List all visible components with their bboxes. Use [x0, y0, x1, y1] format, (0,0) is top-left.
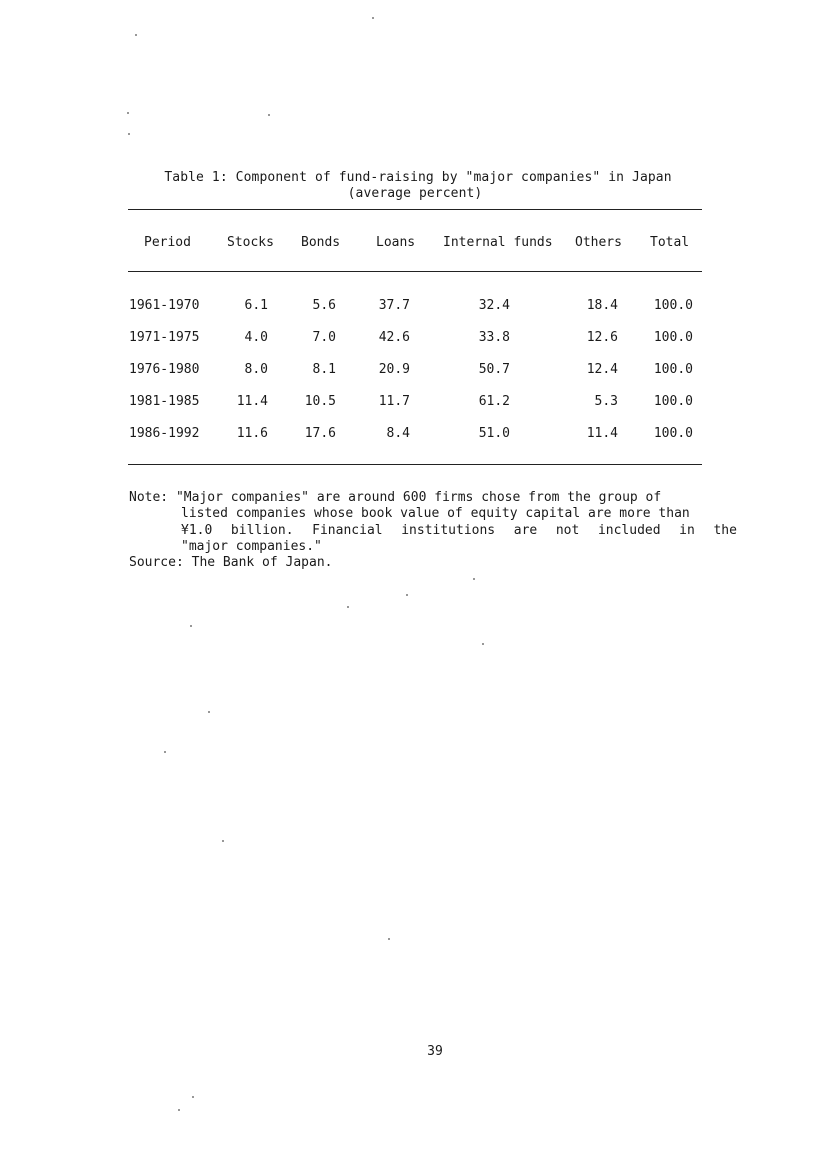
note-line-1: Note: "Major companies" are around 600 firms chose from the group of [129, 490, 662, 505]
cell-loans: 20.9 [378, 362, 410, 377]
scan-speck [222, 840, 224, 842]
note-word: ¥1.0 [181, 522, 213, 538]
note-word: Financial [312, 522, 383, 538]
cell-others: 18.4 [586, 298, 618, 313]
header-others: Others [575, 235, 622, 250]
cell-total: 100.0 [653, 298, 693, 313]
cell-others: 5.3 [594, 394, 618, 409]
cell-stocks: 11.6 [236, 426, 268, 441]
note-word: billion. [230, 522, 294, 538]
scan-speck [164, 751, 166, 753]
cell-total: 100.0 [653, 394, 693, 409]
scan-speck [135, 34, 137, 36]
header-total: Total [650, 235, 690, 250]
scan-speck [190, 625, 192, 627]
scan-speck [178, 1109, 180, 1111]
page-number: 39 [427, 1044, 443, 1059]
table-row [0, 426, 827, 442]
note-line-3 [129, 523, 737, 539]
table-header-rule [128, 271, 702, 272]
scan-speck [372, 17, 374, 19]
scan-speck [192, 1096, 194, 1098]
scan-speck [482, 643, 484, 645]
header-period: Period [144, 235, 191, 250]
scan-speck [208, 711, 210, 713]
cell-bonds: 7.0 [312, 330, 336, 345]
source-line: Source: The Bank of Japan. [129, 555, 333, 571]
table-row [0, 298, 827, 314]
scan-speck [347, 606, 349, 608]
cell-period: 1986-1992 [129, 426, 200, 441]
table-row [0, 330, 827, 346]
cell-stocks: 6.1 [244, 298, 268, 313]
header-loans: Loans [376, 235, 416, 250]
cell-loans: 8.4 [386, 426, 410, 441]
scan-speck [127, 112, 129, 114]
cell-loans: 42.6 [378, 330, 410, 345]
table-title-block [128, 170, 702, 202]
table-row [0, 394, 827, 410]
cell-others: 12.4 [586, 362, 618, 377]
cell-internal-funds: 32.4 [478, 298, 510, 313]
cell-stocks: 8.0 [244, 362, 268, 377]
cell-bonds: 17.6 [304, 426, 336, 441]
scan-speck [406, 594, 408, 596]
note-word: institutions [401, 522, 496, 538]
cell-total: 100.0 [653, 362, 693, 377]
cell-stocks: 4.0 [244, 330, 268, 345]
cell-bonds: 8.1 [312, 362, 336, 377]
note-line-2: listed companies whose book value of equity capital are more than [181, 506, 690, 522]
note-word: are [513, 522, 538, 538]
scan-speck [268, 114, 270, 116]
cell-stocks: 11.4 [236, 394, 268, 409]
table-row [0, 362, 827, 378]
cell-loans: 11.7 [378, 394, 410, 409]
header-stocks: Stocks [227, 235, 274, 250]
cell-loans: 37.7 [378, 298, 410, 313]
cell-internal-funds: 33.8 [478, 330, 510, 345]
cell-period: 1981-1985 [129, 394, 200, 409]
cell-period: 1961-1970 [129, 298, 200, 313]
cell-period: 1976-1980 [129, 362, 200, 377]
cell-period: 1971-1975 [129, 330, 200, 345]
cell-total: 100.0 [653, 426, 693, 441]
scan-speck [128, 133, 130, 135]
scan-speck [473, 578, 475, 580]
note-word: included [597, 522, 661, 538]
note-word: the [713, 522, 737, 538]
table-subtitle: (average percent) [347, 186, 483, 201]
cell-internal-funds: 61.2 [478, 394, 510, 409]
table-note [129, 490, 737, 571]
cell-bonds: 5.6 [312, 298, 336, 313]
table-bottom-rule [128, 464, 702, 465]
cell-internal-funds: 51.0 [478, 426, 510, 441]
scan-speck [388, 938, 390, 940]
cell-bonds: 10.5 [304, 394, 336, 409]
note-word: in [679, 522, 695, 538]
cell-internal-funds: 50.7 [478, 362, 510, 377]
note-word: not [555, 522, 580, 538]
cell-others: 11.4 [586, 426, 618, 441]
cell-total: 100.0 [653, 330, 693, 345]
header-bonds: Bonds [301, 235, 341, 250]
header-internal-funds: Internal funds [443, 235, 553, 250]
table-title: Table 1: Component of fund-raising by "major companies" in Japan [164, 170, 672, 185]
note-line-4: "major companies." [181, 538, 322, 554]
cell-others: 12.6 [586, 330, 618, 345]
table-top-rule [128, 209, 702, 210]
